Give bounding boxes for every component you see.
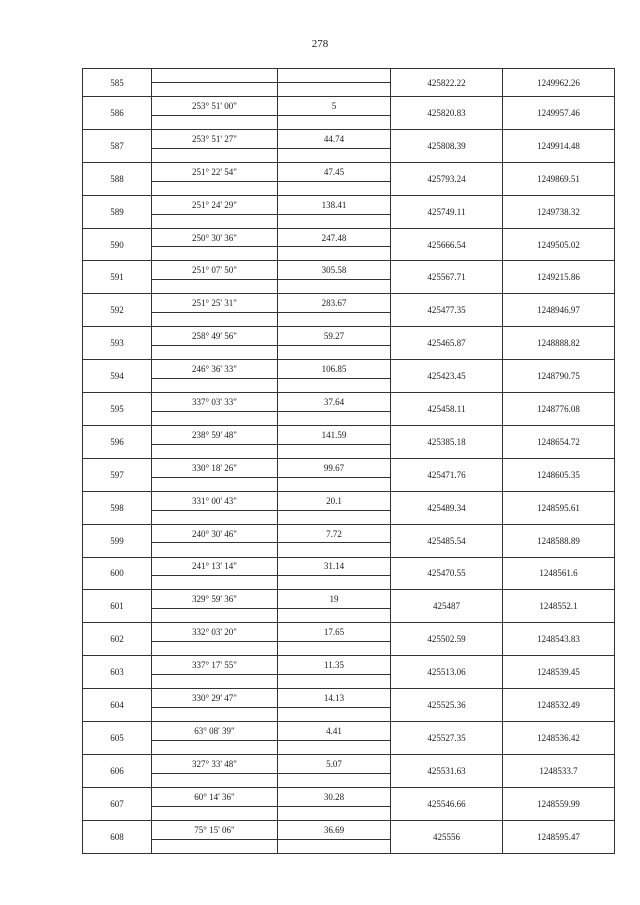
empty-cell — [152, 214, 278, 228]
table-row — [83, 689, 615, 708]
table-row — [83, 557, 615, 576]
empty-cell — [278, 115, 391, 129]
easting-cell: 425525.36 — [391, 689, 503, 722]
easting-cell: 425666.54 — [391, 228, 503, 261]
bearing-cell: 251° 07' 50" — [152, 261, 278, 280]
bearing-cell: 60° 14' 36" — [152, 787, 278, 806]
northing-cell: 1248561.6 — [503, 557, 615, 590]
empty-cell — [278, 214, 391, 228]
table-row — [83, 228, 615, 247]
northing-cell: 1248654.72 — [503, 425, 615, 458]
empty-cell — [278, 411, 391, 425]
point-number-cell: 606 — [83, 754, 152, 787]
point-number-cell: 593 — [83, 327, 152, 360]
easting-cell: 425822.22 — [391, 69, 503, 97]
empty-cell — [278, 806, 391, 820]
empty-cell — [152, 313, 278, 327]
empty-cell — [278, 675, 391, 689]
northing-cell: 1249957.46 — [503, 97, 615, 130]
distance-cell: 59.27 — [278, 327, 391, 346]
page-number: 278 — [311, 38, 329, 50]
point-number-cell: 590 — [83, 228, 152, 261]
distance-cell: 20.1 — [278, 491, 391, 510]
empty-cell — [152, 181, 278, 195]
point-number-cell: 599 — [83, 524, 152, 557]
empty-cell — [278, 510, 391, 524]
point-number-cell: 585 — [83, 69, 152, 97]
northing-cell: 1248536.42 — [503, 721, 615, 754]
empty-cell — [152, 346, 278, 360]
empty-cell — [152, 115, 278, 129]
table-row — [83, 425, 615, 444]
distance-cell: 30.28 — [278, 787, 391, 806]
distance-cell: 283.67 — [278, 294, 391, 313]
bearing-cell: 250° 30' 36" — [152, 228, 278, 247]
distance-cell: 99.67 — [278, 458, 391, 477]
empty-cell — [278, 477, 391, 491]
point-number-cell: 608 — [83, 820, 152, 853]
empty-cell — [278, 313, 391, 327]
empty-cell — [278, 346, 391, 360]
empty-cell — [152, 477, 278, 491]
easting-cell: 425527.35 — [391, 721, 503, 754]
empty-cell — [278, 839, 391, 854]
table-row — [83, 721, 615, 740]
empty-cell — [278, 444, 391, 458]
northing-cell: 1249738.32 — [503, 195, 615, 228]
point-number-cell: 589 — [83, 195, 152, 228]
bearing-cell: 330° 18' 26" — [152, 458, 278, 477]
bearing-cell: 238° 59' 48" — [152, 425, 278, 444]
bearing-cell: 331° 00' 43" — [152, 491, 278, 510]
easting-cell: 425513.06 — [391, 656, 503, 689]
northing-cell: 1248532.49 — [503, 689, 615, 722]
northing-cell: 1249215.86 — [503, 261, 615, 294]
northing-cell: 1249869.51 — [503, 162, 615, 195]
empty-cell — [152, 839, 278, 854]
empty-cell — [278, 543, 391, 557]
distance-cell: 4.41 — [278, 721, 391, 740]
empty-cell — [278, 707, 391, 721]
table-row — [83, 195, 615, 214]
table-row — [83, 623, 615, 642]
empty-cell — [152, 379, 278, 393]
distance-cell: 138.41 — [278, 195, 391, 214]
table-row — [83, 590, 615, 609]
empty-cell — [152, 642, 278, 656]
table-row — [83, 97, 615, 116]
distance-cell: 5 — [278, 97, 391, 116]
northing-cell: 1248595.47 — [503, 820, 615, 853]
northing-cell: 1248559.99 — [503, 787, 615, 820]
point-number-cell: 601 — [83, 590, 152, 623]
point-number-cell: 603 — [83, 656, 152, 689]
survey-table — [82, 68, 615, 854]
point-number-cell: 604 — [83, 689, 152, 722]
empty-cell — [278, 576, 391, 590]
easting-cell: 425385.18 — [391, 425, 503, 458]
point-number-cell: 598 — [83, 491, 152, 524]
empty-cell — [278, 83, 391, 97]
point-number-cell: 587 — [83, 129, 152, 162]
table-body — [83, 69, 615, 854]
easting-cell: 425556 — [391, 820, 503, 853]
distance-cell: 247.48 — [278, 228, 391, 247]
northing-cell: 1248539.45 — [503, 656, 615, 689]
empty-cell — [278, 379, 391, 393]
northing-cell: 1248588.89 — [503, 524, 615, 557]
table-row — [83, 294, 615, 313]
table-row — [83, 327, 615, 346]
bearing-cell: 337° 03' 33" — [152, 393, 278, 412]
distance-cell: 37.64 — [278, 393, 391, 412]
distance-cell: 17.65 — [278, 623, 391, 642]
table-row — [83, 754, 615, 773]
empty-cell — [152, 576, 278, 590]
point-number-cell: 607 — [83, 787, 152, 820]
bearing-cell: 251° 22' 54" — [152, 162, 278, 181]
easting-cell: 425502.59 — [391, 623, 503, 656]
empty-cell — [152, 83, 278, 97]
empty-cell — [152, 280, 278, 294]
table-row — [83, 656, 615, 675]
table-row — [83, 458, 615, 477]
easting-cell: 425808.39 — [391, 129, 503, 162]
easting-cell: 425465.87 — [391, 327, 503, 360]
bearing-cell: 251° 25' 31" — [152, 294, 278, 313]
bearing-cell: 251° 24' 29" — [152, 195, 278, 214]
empty-cell — [152, 806, 278, 820]
bearing-cell: 329° 59' 36" — [152, 590, 278, 609]
table-row — [83, 820, 615, 839]
northing-cell: 1249962.26 — [503, 69, 615, 97]
northing-cell: 1249505.02 — [503, 228, 615, 261]
distance-cell: 141.59 — [278, 425, 391, 444]
bearing-cell: 240° 30' 46" — [152, 524, 278, 543]
bearing-cell — [152, 69, 278, 83]
bearing-cell: 330° 29' 47" — [152, 689, 278, 708]
point-number-cell: 597 — [83, 458, 152, 491]
northing-cell: 1248946.97 — [503, 294, 615, 327]
northing-cell: 1249914.48 — [503, 129, 615, 162]
distance-cell: 36.69 — [278, 820, 391, 839]
bearing-cell: 337° 17' 55" — [152, 656, 278, 675]
distance-cell — [278, 69, 391, 83]
empty-cell — [152, 773, 278, 787]
empty-cell — [278, 148, 391, 162]
empty-cell — [152, 543, 278, 557]
empty-cell — [278, 280, 391, 294]
easting-cell: 425531.63 — [391, 754, 503, 787]
point-number-cell: 600 — [83, 557, 152, 590]
easting-cell: 425423.45 — [391, 360, 503, 393]
distance-cell: 106.85 — [278, 360, 391, 379]
northing-cell: 1248595.61 — [503, 491, 615, 524]
easting-cell: 425489.34 — [391, 491, 503, 524]
bearing-cell: 241° 13' 14" — [152, 557, 278, 576]
empty-cell — [152, 444, 278, 458]
easting-cell: 425485.54 — [391, 524, 503, 557]
distance-cell: 7.72 — [278, 524, 391, 543]
table-row — [83, 162, 615, 181]
easting-cell: 425749.11 — [391, 195, 503, 228]
empty-cell — [152, 510, 278, 524]
point-number-cell: 595 — [83, 393, 152, 426]
empty-cell — [278, 642, 391, 656]
point-number-cell: 588 — [83, 162, 152, 195]
distance-cell: 5.07 — [278, 754, 391, 773]
bearing-cell: 253° 51' 27" — [152, 129, 278, 148]
empty-cell — [152, 707, 278, 721]
empty-cell — [152, 740, 278, 754]
easting-cell: 425820.83 — [391, 97, 503, 130]
empty-cell — [152, 247, 278, 261]
point-number-cell: 592 — [83, 294, 152, 327]
bearing-cell: 258° 49' 56" — [152, 327, 278, 346]
table-row — [83, 393, 615, 412]
northing-cell: 1248543.83 — [503, 623, 615, 656]
point-number-cell: 602 — [83, 623, 152, 656]
empty-cell — [278, 773, 391, 787]
easting-cell: 425477.35 — [391, 294, 503, 327]
bearing-cell: 327° 33' 48" — [152, 754, 278, 773]
empty-cell — [278, 247, 391, 261]
point-number-cell: 596 — [83, 425, 152, 458]
bearing-cell: 246° 36' 33" — [152, 360, 278, 379]
northing-cell: 1248605.35 — [503, 458, 615, 491]
table-row — [83, 261, 615, 280]
distance-cell: 11.35 — [278, 656, 391, 675]
point-number-cell: 594 — [83, 360, 152, 393]
table-row — [83, 69, 615, 83]
bearing-cell: 75° 15' 06" — [152, 820, 278, 839]
easting-cell: 425487 — [391, 590, 503, 623]
northing-cell: 1248776.08 — [503, 393, 615, 426]
northing-cell: 1248552.1 — [503, 590, 615, 623]
distance-cell: 19 — [278, 590, 391, 609]
table-row — [83, 360, 615, 379]
empty-cell — [152, 675, 278, 689]
table-row — [83, 129, 615, 148]
bearing-cell: 253° 51' 00" — [152, 97, 278, 116]
distance-cell: 14.13 — [278, 689, 391, 708]
point-number-cell: 586 — [83, 97, 152, 130]
easting-cell: 425793.24 — [391, 162, 503, 195]
bearing-cell: 63° 08' 39" — [152, 721, 278, 740]
empty-cell — [152, 609, 278, 623]
table-row — [83, 491, 615, 510]
easting-cell: 425458.11 — [391, 393, 503, 426]
table-row — [83, 787, 615, 806]
easting-cell: 425567.71 — [391, 261, 503, 294]
distance-cell: 47.45 — [278, 162, 391, 181]
northing-cell: 1248533.7 — [503, 754, 615, 787]
empty-cell — [152, 411, 278, 425]
northing-cell: 1248790.75 — [503, 360, 615, 393]
easting-cell: 425546.66 — [391, 787, 503, 820]
table-row — [83, 524, 615, 543]
northing-cell: 1248888.82 — [503, 327, 615, 360]
point-number-cell: 591 — [83, 261, 152, 294]
empty-cell — [278, 181, 391, 195]
distance-cell: 31.14 — [278, 557, 391, 576]
easting-cell: 425471.76 — [391, 458, 503, 491]
distance-cell: 305.58 — [278, 261, 391, 280]
bearing-cell: 332° 03' 20" — [152, 623, 278, 642]
empty-cell — [278, 609, 391, 623]
empty-cell — [152, 148, 278, 162]
easting-cell: 425470.55 — [391, 557, 503, 590]
point-number-cell: 605 — [83, 721, 152, 754]
empty-cell — [278, 740, 391, 754]
distance-cell: 44.74 — [278, 129, 391, 148]
